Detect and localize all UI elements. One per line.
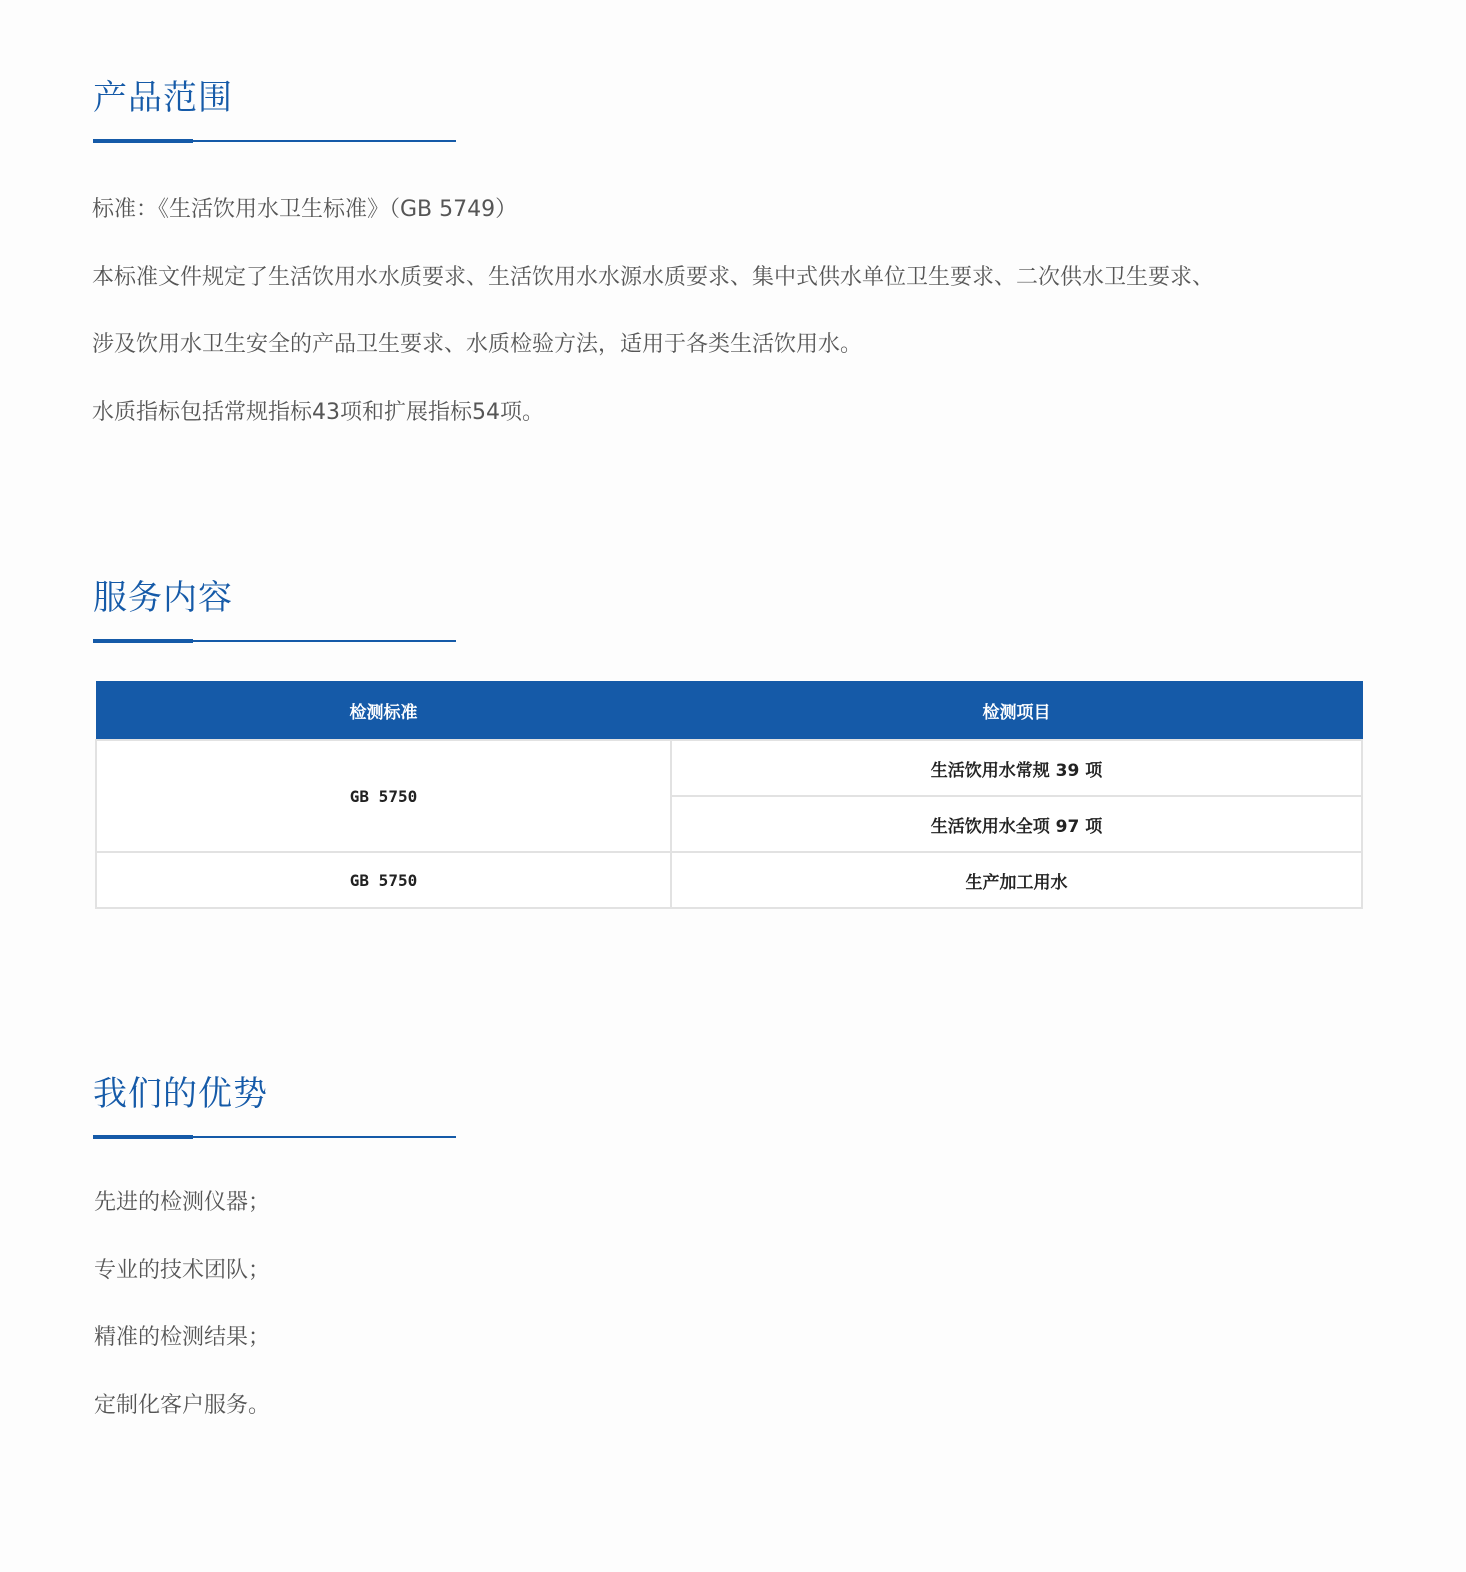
product-scope-header xyxy=(93,78,456,142)
indicators-line: 水质指标包括常规指标43项和扩展指标54项。 xyxy=(92,400,544,425)
standard-line: 标准：《生活饮用水卫生标准》（GB 5749） xyxy=(92,197,518,222)
advantage-item: 先进的检测仪器； xyxy=(94,1190,271,1215)
description-line-1: 本标准文件规定了生活饮用水水质要求、生活饮用水水源水质要求、集中式供水单位卫生要求、二次供水卫生要求、 xyxy=(92,265,1215,290)
table-cell-item: 生产加工用水 xyxy=(671,852,1362,908)
product-scope-title: 产品范围 xyxy=(93,78,233,118)
service-content-header xyxy=(93,578,456,642)
advantages-header xyxy=(93,1074,456,1138)
advantage-item: 专业的技术团队； xyxy=(94,1258,271,1283)
header-standard: 检测标准 xyxy=(96,682,671,741)
advantage-item: 精准的检测结果； xyxy=(94,1325,271,1350)
table-cell-standard: GB 5750 xyxy=(96,852,671,908)
service-content-title: 服务内容 xyxy=(93,578,233,618)
title-underline xyxy=(93,640,456,642)
table-cell-item: 生活饮用水全项 97 项 xyxy=(671,796,1362,852)
advantage-item: 定制化客户服务。 xyxy=(94,1393,271,1418)
description-line-2: 涉及饮用水卫生安全的产品卫生要求、水质检验方法，适用于各类生活饮用水。 xyxy=(92,332,863,357)
title-underline xyxy=(93,140,456,142)
title-underline-accent xyxy=(93,639,193,643)
table-cell-standard: GB 5750 xyxy=(96,740,671,852)
header-item: 检测项目 xyxy=(671,682,1362,741)
table-cell-item: 生活饮用水常规 39 项 xyxy=(671,740,1362,796)
table-row xyxy=(96,740,1362,796)
title-underline-accent xyxy=(93,139,193,143)
title-underline xyxy=(93,1136,456,1138)
table-header-row xyxy=(96,682,1362,741)
advantages-title: 我们的优势 xyxy=(93,1074,268,1114)
service-table xyxy=(95,681,1363,909)
table-row xyxy=(96,852,1362,908)
title-underline-accent xyxy=(93,1135,193,1139)
